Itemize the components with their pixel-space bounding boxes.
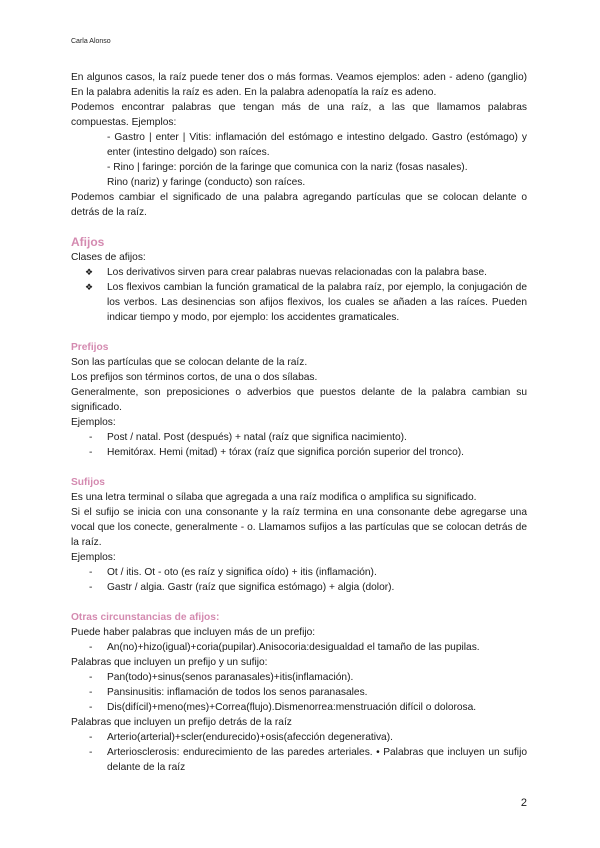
prefijo-example-hemitorax: Hemitórax. Hemi (mitad) + tórax (raíz que significa porción superior del tronco). <box>107 447 464 458</box>
otras-example-anisocoria: An(no)+hizo(igual)+coria(pupilar).Anisocoria:desigualdad el tamaño de las pupilas. <box>107 642 480 653</box>
dash-mark: - <box>89 672 93 683</box>
dash-mark: - <box>89 732 93 743</box>
otras-line-1: Puede haber palabras que incluyen más de un prefijo: <box>71 627 316 638</box>
page-number: 2 <box>520 797 527 809</box>
intro-paragraph-1: En algunos casos, la raíz puede tener dos o más formas. Veamos ejemplos: aden - adeno (ganglio) En la palabra adenitis la raíz es aden. En la palabra adenopatía la raíz es adeno. <box>71 72 527 98</box>
afijos-item-flexivos: Los flexivos cambian la función gramatical de la palabra raíz, por ejemplo, la conjugación de los verbos. Las desinencias son afijos flexivos, los cuales se añaden a las raíces. Pueden indicar tiempo y modo, por ejemplo: los accidentes gramaticales. <box>107 282 527 323</box>
sufijos-ejemplos-label: Ejemplos: <box>71 552 116 563</box>
list-item <box>71 280 527 325</box>
otras-example-pansinusitis-parts: Pan(todo)+sinus(senos paranasales)+itis(inflamación). <box>107 672 354 683</box>
dash-mark: - <box>89 447 93 458</box>
list-item <box>71 430 527 445</box>
dash-mark: - <box>89 702 93 713</box>
prefijos-line-3: Generalmente, son preposiciones o adverbios que puestos delante de la palabra cambian su significado. <box>71 387 527 413</box>
sufijos-line-2: Si el sufijo se inicia con una consonante y la raíz termina en una consonante debe agregarse una vocal que los conecte, generalmente - o. Llamamos sufijos a las partículas que se colocan detrás de la raíz. <box>71 507 527 548</box>
intro-paragraph-2: Podemos encontrar palabras que tengan más de una raíz, a las que llamamos palabras compuestas. Ejemplos: <box>71 102 527 128</box>
dash-mark: - <box>89 432 93 443</box>
otras-line-3: Palabras que incluyen un prefijo detrás de la raíz <box>71 717 292 728</box>
otras-group-3 <box>71 730 527 775</box>
prefijos-ejemplos-label: Ejemplos: <box>71 417 116 428</box>
prefijos-examples <box>71 430 527 460</box>
dash-mark: - <box>89 642 93 653</box>
intro-paragraph-3: Podemos cambiar el significado de una palabra agregando partículas que se colocan delante o detrás de la raíz. <box>71 192 527 218</box>
dash-mark: - <box>89 747 93 758</box>
diamond-bullet-icon: ❖ <box>85 267 94 277</box>
section-title-prefijos: Prefijos <box>71 342 109 353</box>
otras-example-arteriosclerosis: Arteriosclerosis: endurecimiento de las paredes arteriales. • Palabras que incluyen un sufijo delante de la raíz <box>107 747 527 773</box>
sufijo-example-otitis: Ot / itis. Ot - oto (es raíz y significa oído) + itis (inflamación). <box>107 567 377 578</box>
section-title-afijos: Afijos <box>71 235 105 249</box>
section-title-sufijos: Sufijos <box>71 477 105 488</box>
list-item <box>71 700 527 715</box>
list-item <box>71 745 527 775</box>
prefijos-line-1: Son las partículas que se colocan delante de la raíz. <box>71 357 308 368</box>
section-title-otras: Otras circunstancias de afijos: <box>71 612 220 623</box>
prefijo-example-postnatal: Post / natal. Post (después) + natal (raíz que significa nacimiento). <box>107 432 407 443</box>
otras-example-arterio-parts: Arterio(arterial)+scler(endurecido)+osis(afección degenerativa). <box>107 732 393 743</box>
list-item <box>71 565 527 580</box>
afijos-clases-label: Clases de afijos: <box>71 252 146 263</box>
otras-example-pansinusitis: Pansinusitis: inflamación de todos los senos paranasales. <box>107 687 368 698</box>
list-item <box>71 730 527 745</box>
example-gastroenteritis: - Gastro | enter | Vitis: inflamación del estómago e intestino delgado. Gastro (estómago) y enter (intestino delgado) son raíces. <box>107 132 527 158</box>
list-item <box>71 580 527 595</box>
example-rinofaringe: - Rino | faringe: porción de la faringe que comunica con la nariz (fosas nasales). <box>107 162 468 173</box>
dash-mark: - <box>89 567 93 578</box>
sufijo-example-gastralgia: Gastr / algia. Gastr (raíz que significa estómago) + algia (dolor). <box>107 582 395 593</box>
afijos-item-derivativos: Los derivativos sirven para crear palabras nuevas relacionadas con la palabra base. <box>107 267 487 278</box>
otras-group-1 <box>71 640 527 655</box>
sufijos-line-1: Es una letra terminal o sílaba que agregada a una raíz modifica o amplifica su significado. <box>71 492 477 503</box>
author-name: Carla Alonso <box>71 38 111 45</box>
dash-mark: - <box>89 687 93 698</box>
list-item <box>71 445 527 460</box>
example-rinofaringe-note: Rino (nariz) y faringe (conducto) son raíces. <box>107 177 306 188</box>
diamond-bullet-icon: ❖ <box>85 282 94 292</box>
otras-group-2 <box>71 670 527 715</box>
otras-line-2: Palabras que incluyen un prefijo y un sufijo: <box>71 657 268 668</box>
sufijos-examples <box>71 565 527 595</box>
list-item <box>71 670 527 685</box>
list-item <box>71 685 527 700</box>
otras-example-dismenorrea: Dis(difícil)+meno(mes)+Correa(flujo).Dismenorrea:menstruación difícil o dolorosa. <box>107 702 477 713</box>
dash-mark: - <box>89 582 93 593</box>
list-item <box>71 640 527 655</box>
document-body <box>71 70 527 775</box>
afijos-list <box>71 265 527 325</box>
list-item <box>71 265 527 280</box>
prefijos-line-2: Los prefijos son términos cortos, de una o dos sílabas. <box>71 372 318 383</box>
